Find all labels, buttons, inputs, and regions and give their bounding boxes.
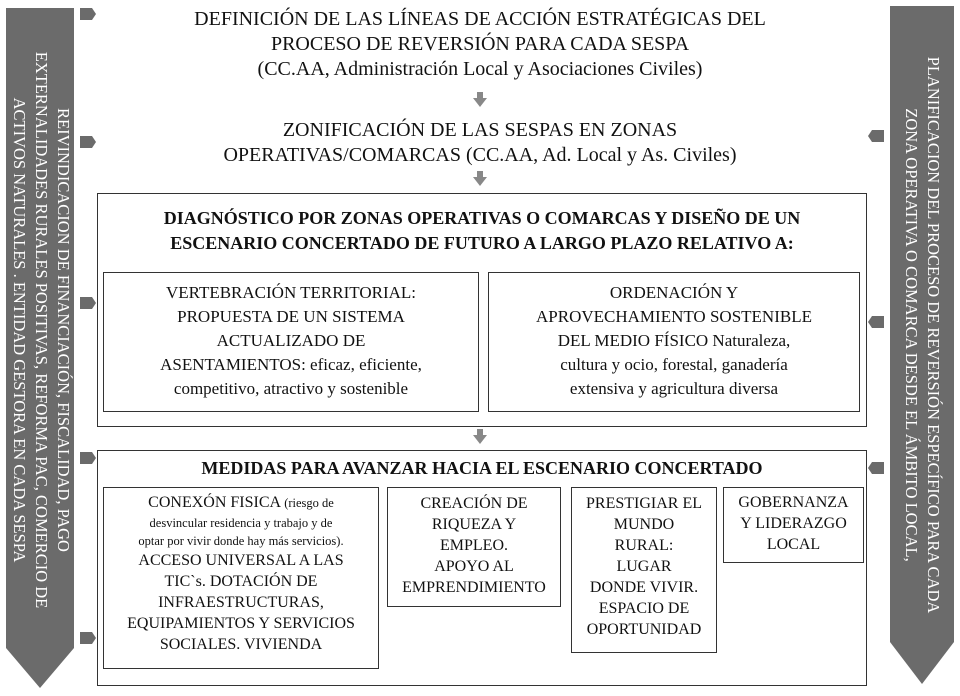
creacion-line: CREACIÓN DE: [420, 495, 528, 512]
prestigiar-box: [571, 487, 717, 653]
left-banner-line: ACTIVOS NATURALES . ENTIDAD GESTORA EN CADA SESPA: [10, 97, 29, 563]
flow-arrow-head: [473, 177, 487, 186]
step1-heading: [100, 7, 860, 82]
prestigiar-line: DONDE VIVIR.: [589, 579, 699, 596]
gobernanza-line: LOCAL: [766, 536, 821, 553]
tab-marker: [80, 632, 96, 644]
ordenacion-line: APROVECHAMIENTO SOSTENIBLE: [536, 307, 812, 326]
conexion-line: ACCESO UNIVERSAL A LAS: [138, 552, 344, 569]
left-banner-text: [8, 10, 74, 650]
conexion-line: TIC`s. DOTACIÓN DE: [164, 573, 318, 590]
right-banner-text: [900, 15, 944, 655]
prestigiar-line: RURAL:: [614, 537, 674, 554]
conexion-note: optar por vivir donde hay más servicios).: [138, 534, 344, 548]
left-banner-line: EXTERNALIDADES RURALES POSITIVAS, REFORMA PAC, COMERCIO DE: [32, 51, 51, 609]
creacion-line: EMPRENDIMIENTO: [402, 579, 546, 596]
ordenacion-line: DEL MEDIO FÍSICO Naturaleza,: [557, 331, 791, 350]
vertebracion-box: [103, 272, 479, 412]
creacion-line: APOYO AL: [434, 558, 514, 575]
flow-arrow-head: [473, 435, 487, 444]
ordenacion-box: [488, 272, 860, 412]
tab-marker: [868, 130, 884, 142]
prestigiar-line: ESPACIO DE: [598, 600, 690, 617]
flow-arrow-head: [473, 98, 487, 107]
diagnostico-box: [97, 193, 867, 427]
prestigiar-line: LUGAR: [616, 558, 672, 575]
tab-marker: [80, 136, 96, 148]
conexion-note: desvincular residencia y trabajo y de: [149, 516, 333, 530]
ordenacion-line: ORDENACIÓN Y: [609, 283, 739, 302]
step1-line: DEFINICIÓN DE LAS LÍNEAS DE ACCIÓN ESTRATÉGICAS DEL: [194, 8, 766, 30]
gobernanza-line: Y LIDERAZGO: [740, 515, 847, 532]
diagnostico-heading: [98, 206, 866, 256]
gobernanza-box: [723, 487, 864, 563]
conexion-head: CONEXÓN FISICA: [148, 494, 281, 511]
step1-line: (CC.AA, Administración Local y Asociaciones Civiles): [257, 58, 703, 80]
medidas-title: MEDIDAS PARA AVANZAR HACIA EL ESCENARIO CONCERTADO: [201, 458, 763, 478]
conexion-line: SOCIALES. VIVIENDA: [159, 636, 323, 653]
conexion-note: (riesgo de: [284, 496, 334, 510]
gobernanza-line: GOBERNANZA: [738, 494, 849, 511]
prestigiar-line: OPORTUNIDAD: [586, 621, 702, 638]
conexion-line: EQUIPAMIENTOS Y SERVICIOS: [127, 615, 355, 632]
conexion-box: [103, 487, 379, 669]
medidas-box: [97, 450, 867, 686]
tab-marker: [80, 452, 96, 464]
prestigiar-line: MUNDO: [613, 516, 675, 533]
step2-line: ZONIFICACIÓN DE LAS SESPAS EN ZONAS: [282, 119, 678, 141]
diagnostico-line: ESCENARIO CONCERTADO DE FUTURO A LARGO PLAZO RELATIVO A:: [170, 233, 794, 253]
ordenacion-line: extensiva y agricultura diversa: [569, 379, 779, 398]
creacion-line: EMPLEO.: [440, 537, 508, 554]
creacion-line: RIQUEZA Y: [431, 516, 517, 533]
step2-heading: [100, 118, 860, 168]
step2-line: OPERATIVAS/COMARCAS (CC.AA, Ad. Local y As. Civiles): [223, 144, 737, 166]
tab-marker: [868, 462, 884, 474]
right-banner-line: PLANIFICACION DEL PROCESO DE REVERSIÓN ESPECÍFICO PARA CADA: [924, 56, 943, 614]
step1-line: PROCESO DE REVERSIÓN PARA CADA SESPA: [270, 33, 690, 55]
vertebracion-line: competitivo, atractivo y sostenible: [173, 379, 409, 398]
ordenacion-line: cultura y ocio, forestal, ganadería: [560, 355, 788, 374]
vertebracion-line: ACTUALIZADO DE: [216, 331, 366, 350]
creacion-box: [387, 487, 561, 607]
diagnostico-line: DIAGNÓSTICO POR ZONAS OPERATIVAS O COMARCAS Y DISEÑO DE UN: [163, 208, 801, 228]
tab-marker: [80, 297, 96, 309]
vertebracion-line: VERTEBRACIÓN TERRITORIAL:: [165, 283, 417, 302]
prestigiar-line: PRESTIGIAR EL: [586, 495, 702, 512]
right-banner-line: ZONA OPERATIVA O COMARCA DESDE EL ÁMBITO LOCAL,: [902, 108, 921, 562]
tab-marker: [868, 316, 884, 328]
left-banner-line: REIVINDICACION DE FINANCIACIÓN, FISCALIDAD, PAGO: [54, 108, 73, 552]
conexion-line: INFRAESTRUCTURAS,: [158, 594, 324, 611]
tab-marker: [80, 8, 96, 20]
vertebracion-line: PROPUESTA DE UN SISTEMA: [177, 307, 405, 326]
vertebracion-line: ASENTAMIENTOS: eficaz, eficiente,: [160, 355, 422, 374]
